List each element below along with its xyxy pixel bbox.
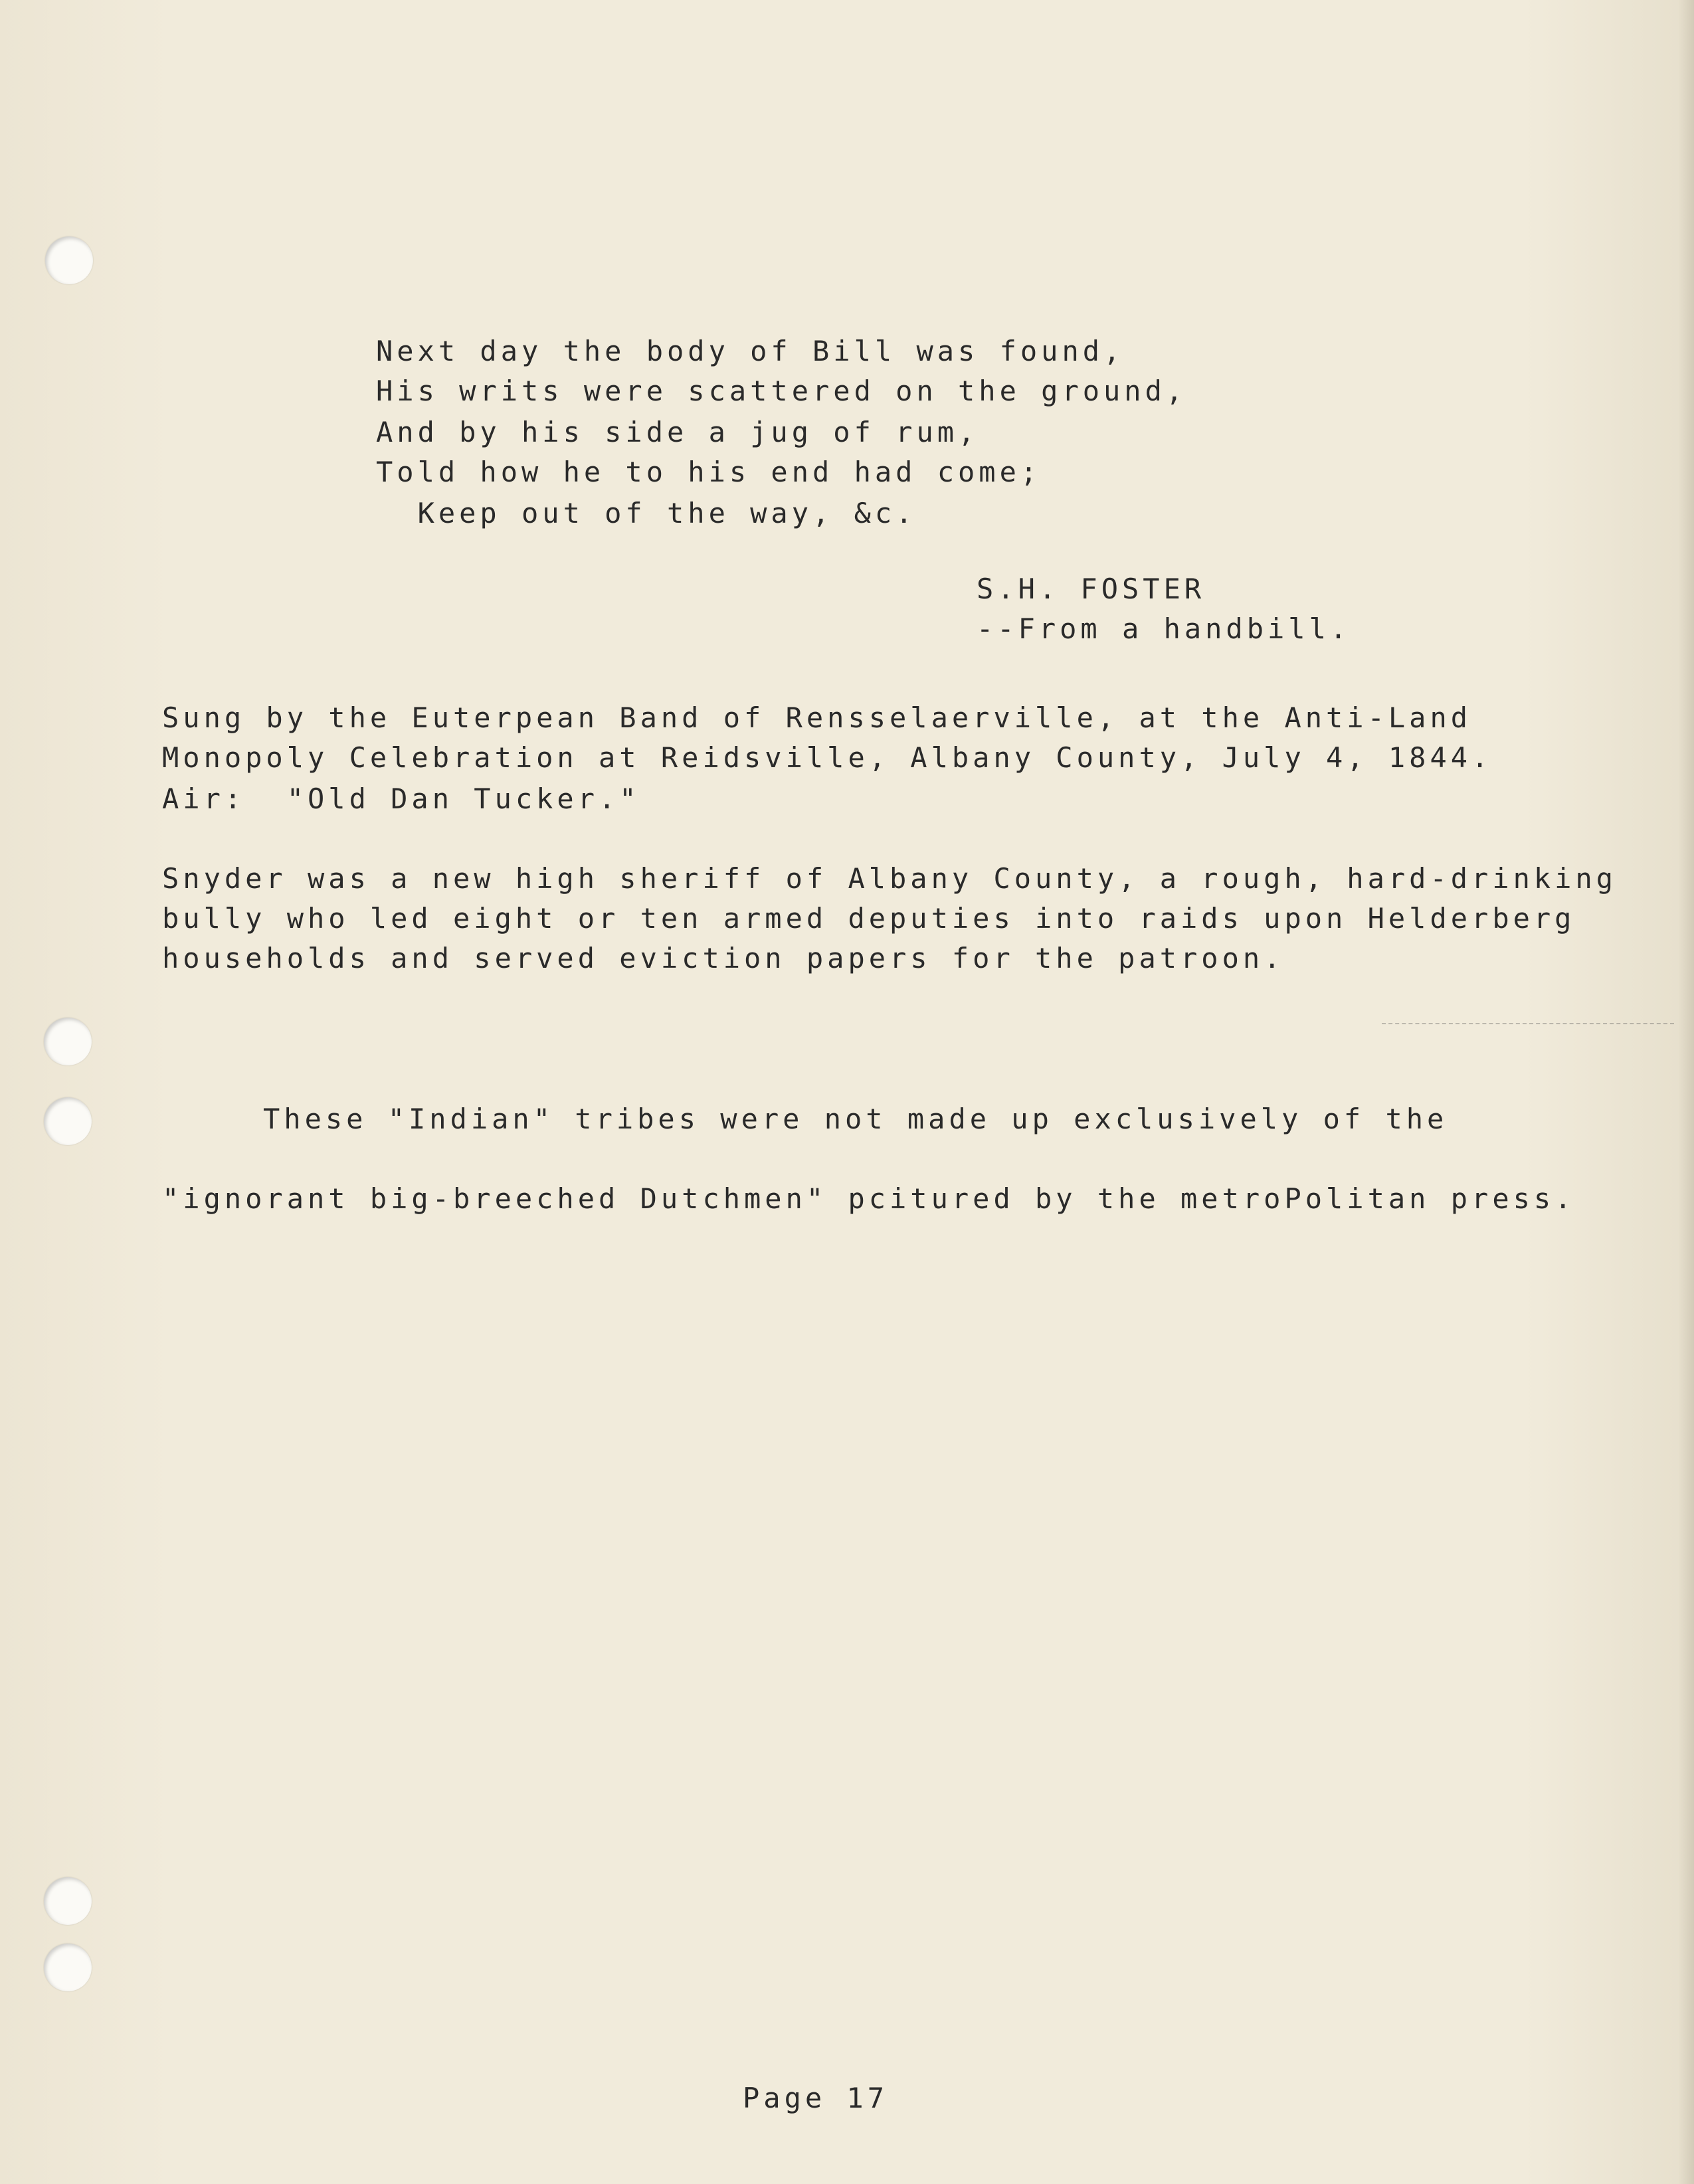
note-line: Snyder was a new high sheriff of Albany County, a rough, hard-drinking	[162, 862, 1618, 895]
body-line: These "Indian" tribes were not made up exclusively of the	[263, 1103, 1448, 1135]
note-line: bully who led eight or ten armed deputies into raids upon Helderberg	[162, 902, 1576, 935]
binder-hole-4	[44, 1877, 92, 1925]
binder-hole-3	[44, 1097, 92, 1145]
note-line: Monopoly Celebration at Reidsville, Albany County, July 4, 1844.	[162, 741, 1493, 774]
page-edge-shadow	[1678, 0, 1694, 2184]
poem-line: His writs were scattered on the ground,	[376, 375, 1187, 407]
binder-hole-5	[44, 1944, 92, 1991]
poem-line: Told how he to his end had come;	[376, 456, 1042, 488]
poem-line: And by his side a jug of rum,	[376, 416, 979, 448]
note-line: Sung by the Euterpean Band of Rensselaerville, at the Anti-Land	[162, 701, 1472, 734]
binder-hole-2	[44, 1018, 92, 1065]
body-line: "ignorant big-breeched Dutchmen" pcitured by the metroPolitan press.	[162, 1182, 1576, 1215]
note-line: households and served eviction papers for the patroon.	[162, 942, 1285, 974]
faint-dashed-rule	[1382, 1023, 1674, 1024]
attribution-source: --From a handbill.	[977, 612, 1351, 645]
binder-hole-1	[45, 236, 93, 284]
page-number: Page 17	[743, 2082, 889, 2114]
poem-refrain: Keep out of the way, &c.	[376, 497, 917, 529]
attribution-author: S.H. FOSTER	[977, 573, 1206, 605]
note-line: Air: "Old Dan Tucker."	[162, 782, 640, 815]
poem-line: Next day the body of Bill was found,	[376, 335, 1125, 367]
